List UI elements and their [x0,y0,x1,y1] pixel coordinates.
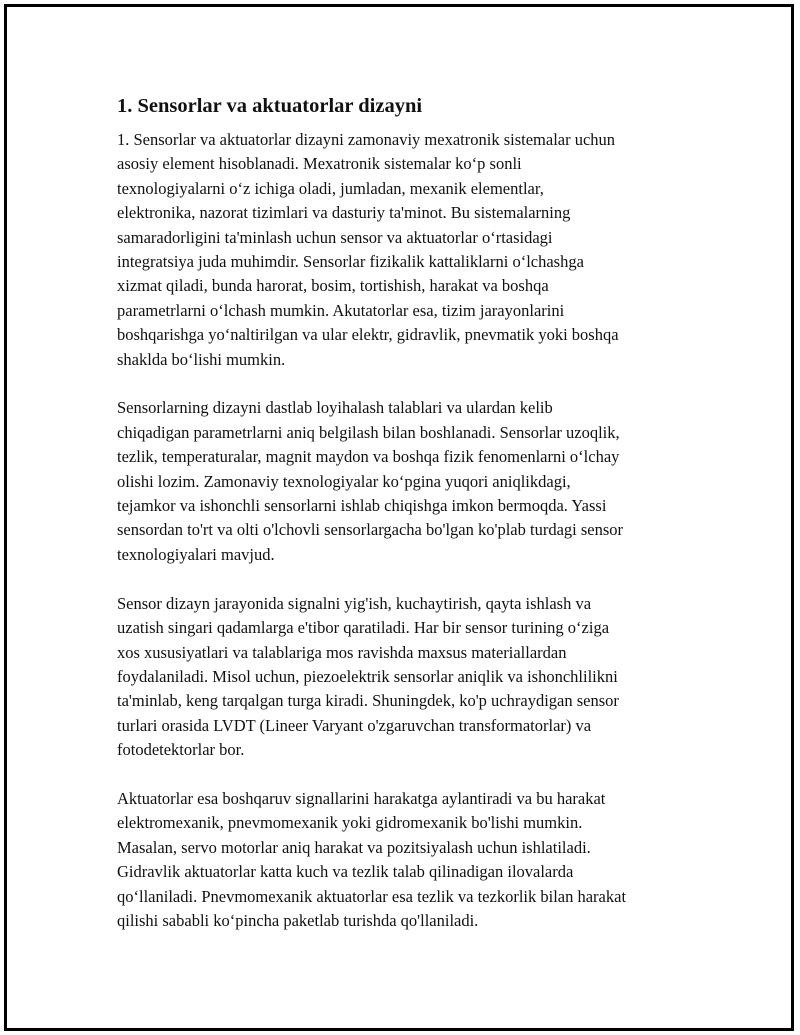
paragraph-line: asosiy element hisoblanadi. Mexatronik sistemalar ko‘p sonli [117,154,522,174]
paragraph-line: Aktuatorlar esa boshqaruv signallarini harakatga aylantiradi va bu harakat [117,788,606,808]
paragraph [117,592,695,763]
paragraph-line: Gidravlik aktuatorlar katta kuch va tezlik talab qilinadigan ilovalarda [117,862,574,882]
paragraph-line: xizmat qiladi, bunda harorat, bosim, tortishish, harakat va boshqa [117,276,549,296]
paragraph-line: boshqarishga yo‘naltirilgan va ular elektr, gidravlik, pnevmatik yoki boshqa [117,325,619,345]
paragraph-line: chiqadigan parametrlarni aniq belgilash bilan boshlanadi. Sensorlar uzoqlik, [117,422,620,442]
paragraph-line: tezlik, temperaturalar, magnit maydon va boshqa fizik fenomenlarni o‘lchay [117,447,620,467]
paragraph-line: turlari orasida LVDT (Lineer Varyant o'zgaruvchan transformatorlar) va [117,715,592,735]
paragraph-line: xos xususiyatlari va talablariga mos ravishda maxsus materiallardan [117,642,567,662]
paragraph-line: olishi lozim. Zamonaviy texnologiyalar ko‘pgina yuqori aniqlikdagi, [117,471,571,491]
paragraph-line: ta'minlab, keng tarqalgan turga kiradi. Shuningdek, ko'p uchraydigan sensor [117,691,619,711]
paragraph [117,128,695,372]
paragraph-line: tejamkor va ishonchli sensorlarni ishlab chiqishga imkon bermoqda. Yassi [117,496,607,516]
document-body [117,93,695,958]
paragraph-line: integratsiya juda muhimdir. Sensorlar fizikalik kattaliklarni o‘lchashga [117,252,584,272]
paragraph-line: 1. Sensorlar va aktuatorlar dizayni zamonaviy mexatronik sistemalar uchun [117,130,616,149]
paragraph-line: parametrlarni o‘lchash mumkin. Akutatorlar esa, tizim jarayonlarini [117,300,565,320]
document-title: 1. Sensorlar va aktuatorlar dizayni [117,95,423,117]
paragraph-line: fotodetektorlar bor. [117,740,245,760]
paragraph-line: elektromexanik, pnevmomexanik yoki gidromexanik bo'lishi mumkin. [117,813,583,833]
paragraph [117,396,695,567]
paragraph-line: elektronika, nazorat tizimlari va dasturiy ta'minot. Bu sistemalarning [117,203,571,223]
paragraph-line: samaradorligini ta'minlash uchun sensor va aktuatorlar o‘rtasidagi [117,227,553,247]
paragraph-line: texnologiyalari mavjud. [117,544,275,564]
paragraph [117,787,695,933]
paragraph-line: Sensorlarning dizayni dastlab loyihalash talablari va ulardan kelib [117,398,553,418]
paragraph-line: sensordan to'rt va olti o'lchovli sensorlargacha bo'lgan ko'plab turdagi sensor [117,520,624,540]
paragraph-line: shaklda bo‘lishi mumkin. [117,349,286,369]
paragraph-line: qo‘llaniladi. Pnevmomexanik aktuatorlar esa tezlik va tezkorlik bilan harakat [117,886,627,906]
paragraph-line: Sensor dizayn jarayonida signalni yig'ish, kuchaytirish, qayta ishlash va [117,593,592,613]
paragraph-line: foydalaniladi. Misol uchun, piezoelektrik sensorlar aniqlik va ishonchlilikni [117,666,618,686]
paragraph-list [117,128,695,933]
paragraph-line: qilishi sababli ko‘pincha paketlab turishda qo'llaniladi. [117,910,479,930]
paragraph-line: Masalan, servo motorlar aniq harakat va pozitsiyalash uchun ishlatiladi. [117,837,591,857]
paragraph-line: texnologiyalarni o‘z ichiga oladi, jumladan, mexanik elementlar, [117,178,544,198]
paragraph-line: uzatish singari qadamlarga e'tibor qaratiladi. Har bir sensor turining o‘ziga [117,618,610,638]
